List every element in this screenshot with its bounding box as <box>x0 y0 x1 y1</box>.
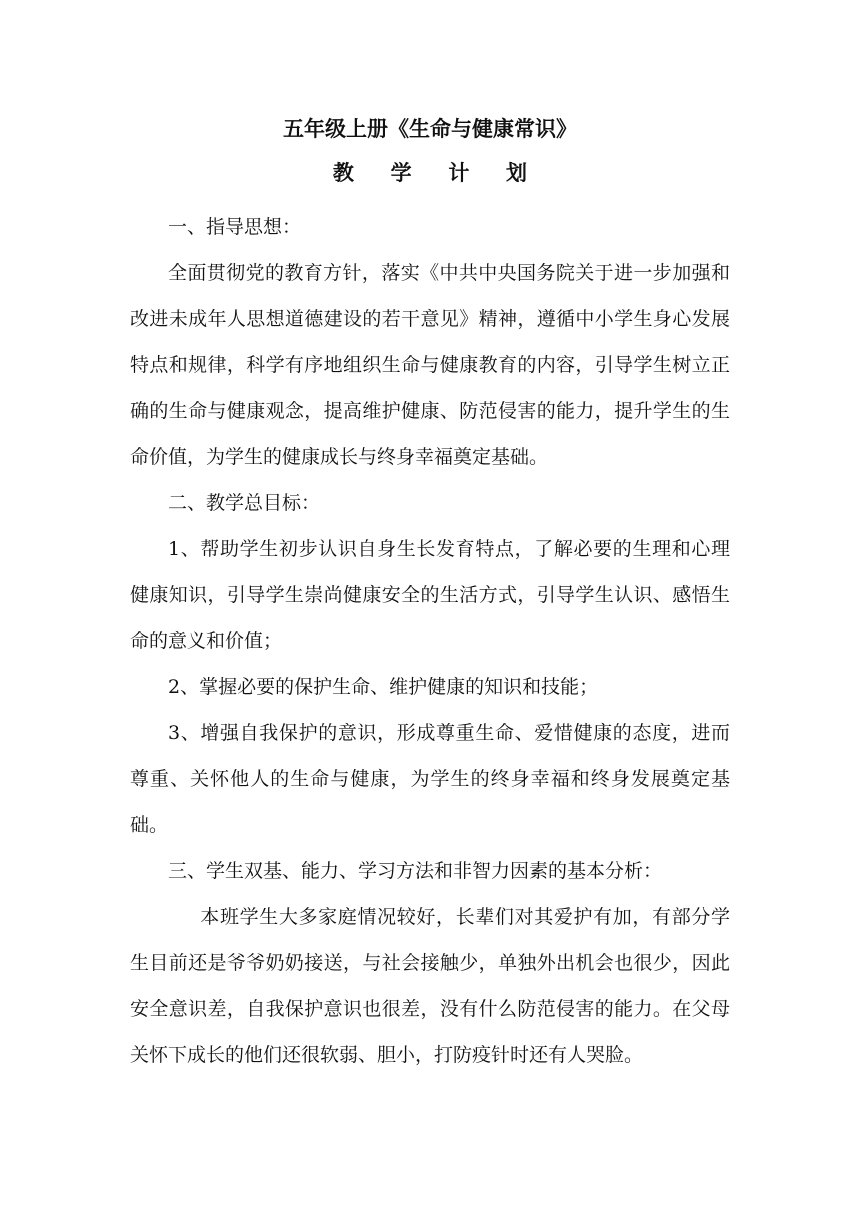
section-heading-student-analysis: 三、学生双基、能力、学习方法和非智力因素的基本分析： <box>168 860 663 882</box>
document-subtitle: 教 学 计 划 <box>332 160 542 185</box>
paragraph-goal-2: 2、掌握必要的保护生命、维护健康的知识和技能； <box>168 676 599 698</box>
document-body <box>130 104 730 1078</box>
section-heading-teaching-goals: 二、教学总目标： <box>168 492 321 514</box>
paragraph-student-analysis: 本班学生大多家庭情况较好，长辈们对其爱护有加，有部分学生目前还是爷爷奶奶接送，与社会接触少，单独外出机会也很少，因此安全意识差，自我保护意识也很差，没有什么防范侵害的能力。在父母关怀下成长的他们还很软弱、胆小，打防疫针时还有人哭脸。 <box>130 906 730 1066</box>
paragraph-guiding-thought: 全面贯彻党的教育方针，落实《中共中央国务院关于进一步加强和改进未成年人思想道德建设的若干意见》精神，遵循中小学生身心发展特点和规律，科学有序地组织生命与健康教育的内容，引导学生树立正确的生命与健康观念，提高维护健康、防范侵害的能力，提升学生的生命价值，为学生的健康成长与终身幸福奠定基础。 <box>130 262 730 468</box>
paragraph-goal-3: 3、增强自我保护的意识，形成尊重生命、爱惜健康的态度，进而尊重、关怀他人的生命与健康，为学生的终身幸福和终身发展奠定基础。 <box>130 722 730 836</box>
paragraph-goal-1: 1、帮助学生初步认识自身生长发育特点，了解必要的生理和心理健康知识，引导学生崇尚健康安全的生活方式，引导学生认识、感悟生命的意义和价值； <box>130 538 730 652</box>
document-title: 五年级上册《生命与健康常识》 <box>283 116 577 141</box>
section-heading-guiding-thought: 一、指导思想： <box>168 216 302 238</box>
